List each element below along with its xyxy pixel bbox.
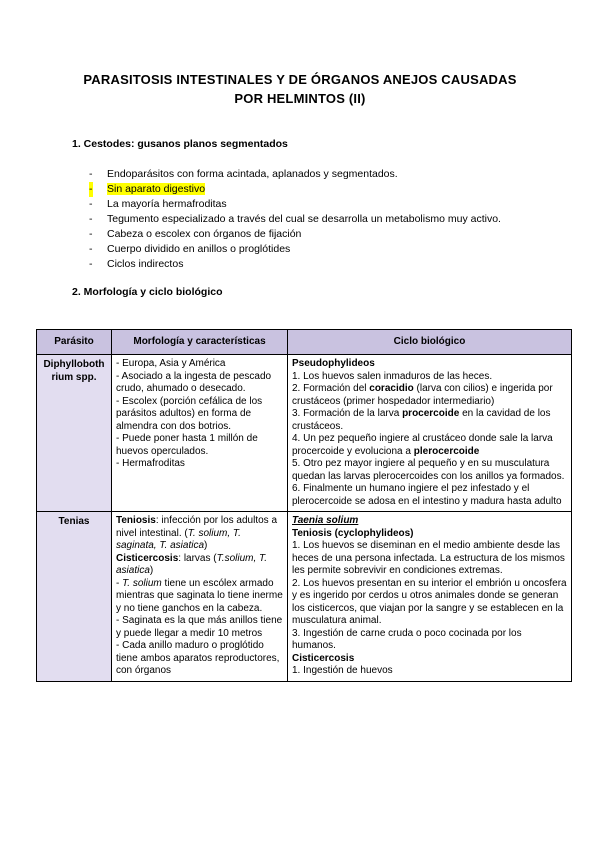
- cycle-step: 1. Los huevos se diseminan en el medio ambiente desde las heces de una persona infectada. La estructura de los mismos les permite sobrevivir en condiciones extremas.: [292, 540, 565, 576]
- cycle-step: 1. Los huevos salen inmaduros de las heces.: [292, 370, 493, 382]
- morphology-cell: [112, 355, 288, 512]
- morph-line: - Cada anillo maduro o proglótido tiene ambos aparatos reproductores, con órganos: [116, 640, 280, 676]
- list-item: - Cuerpo dividido en anillos o proglótides: [89, 242, 501, 257]
- parasite-name-cell: Tenias: [37, 512, 112, 682]
- cycle-step: 4. Un pez pequeño ingiere al crustáceo donde sale la larva procercoide y evoluciona a plerocercoide: [292, 433, 553, 457]
- cycle-title: Teniosis (cyclophylideos): [292, 527, 414, 539]
- morph-line: - Europa, Asia y América: [116, 358, 226, 369]
- document-title: [40, 70, 560, 108]
- cycle-step: 5. Otro pez mayor ingiere al pequeño y en su musculatura quedan las larvas plerocercoides con los anillos ya formados.: [292, 458, 565, 482]
- morphology-cell: [112, 512, 288, 682]
- cycle-cell: [288, 355, 572, 512]
- section-1-heading: 1. Cestodes: gusanos planos segmentados: [72, 138, 288, 150]
- cycle-step: 3. Ingestión de carne cruda o poco cocinada por los humanos.: [292, 627, 522, 651]
- list-item: - Tegumento especializado a través del cual se desarrolla un metabolismo muy activo.: [89, 212, 501, 227]
- table-row-diphyllobothrium: [37, 355, 572, 512]
- cycle-step: 2. Los huevos presentan en su interior el embrión u oncosfera y es ingerido por cerdos u otros animales donde se generan los cisticercos, que viajan por la sangre y se establecen en la musculatura animal.: [292, 577, 567, 626]
- section-2-heading: 2. Morfología y ciclo biológico: [72, 286, 223, 298]
- cycle-step: 2. Formación del coracidio (larva con cilios) e ingerida por crustáceos (primer hospedador intermediario): [292, 383, 553, 407]
- cestodes-bullet-list: [89, 167, 501, 272]
- morph-line: - Hermafroditas: [116, 458, 185, 469]
- cycle-title: Pseudophylideos: [292, 358, 375, 369]
- morph-line: Cisticercosis: larvas (T.solium, T. asiatica): [116, 552, 267, 576]
- species-title: Taenia solium: [292, 515, 359, 526]
- cysticercosis-title: Cisticercosis: [292, 652, 355, 664]
- table-header-row: [37, 330, 572, 355]
- morph-line: Teniosis: infección por los adultos a nivel intestinal. (T. solium, T. saginata, T. asiatica): [116, 515, 278, 551]
- title-line-2: POR HELMINTOS (II): [234, 91, 366, 106]
- cycle-cell: [288, 512, 572, 682]
- morph-line: - T. solium tiene un escólex armado mientras que saginata lo tiene inerme y no tiene ganchos en la cabeza.: [116, 577, 283, 614]
- morphology-cycle-table: [36, 329, 572, 682]
- list-item: - Cabeza o escolex con órganos de fijación: [89, 227, 501, 242]
- cycle-step: 3. Formación de la larva procercoide en la cavidad de los crustáceos.: [292, 408, 551, 432]
- list-item: - Endoparásitos con forma acintada, aplanados y segmentados.: [89, 167, 501, 182]
- cycle-step: 6. Finalmente un humano ingiere el pez infestado y el plerocercoide se adosa en el intestino y madura hasta adulto: [292, 483, 562, 507]
- title-line-1: PARASITOSIS INTESTINALES Y DE ÓRGANOS ANEJOS CAUSADAS: [83, 72, 517, 87]
- list-item-highlighted: - Sin aparato digestivo: [89, 182, 501, 197]
- morph-line: - Puede poner hasta 1 millón de huevos operculados.: [116, 433, 258, 457]
- morph-line: - Escolex (porción cefálica de los parásitos adultos) en forma de almendra con dos botrios.: [116, 395, 263, 432]
- table-row-tenias: [37, 512, 572, 682]
- header-parasite: Parásito: [37, 330, 112, 355]
- header-cycle: Ciclo biológico: [288, 330, 572, 355]
- parasite-name-cell: Diphylloboth rium spp.: [37, 355, 112, 512]
- morph-line: - Saginata es la que más anillos tiene y puede llegar a medir 10 metros: [116, 615, 283, 639]
- header-morphology: Morfología y características: [112, 330, 288, 355]
- list-item: - La mayoría hermafroditas: [89, 197, 501, 212]
- morph-line: - Asociado a la ingesta de pescado crudo, ahumado o desecado.: [116, 370, 272, 394]
- list-item: - Ciclos indirectos: [89, 257, 501, 272]
- cycle-step: 1. Ingestión de huevos: [292, 665, 393, 676]
